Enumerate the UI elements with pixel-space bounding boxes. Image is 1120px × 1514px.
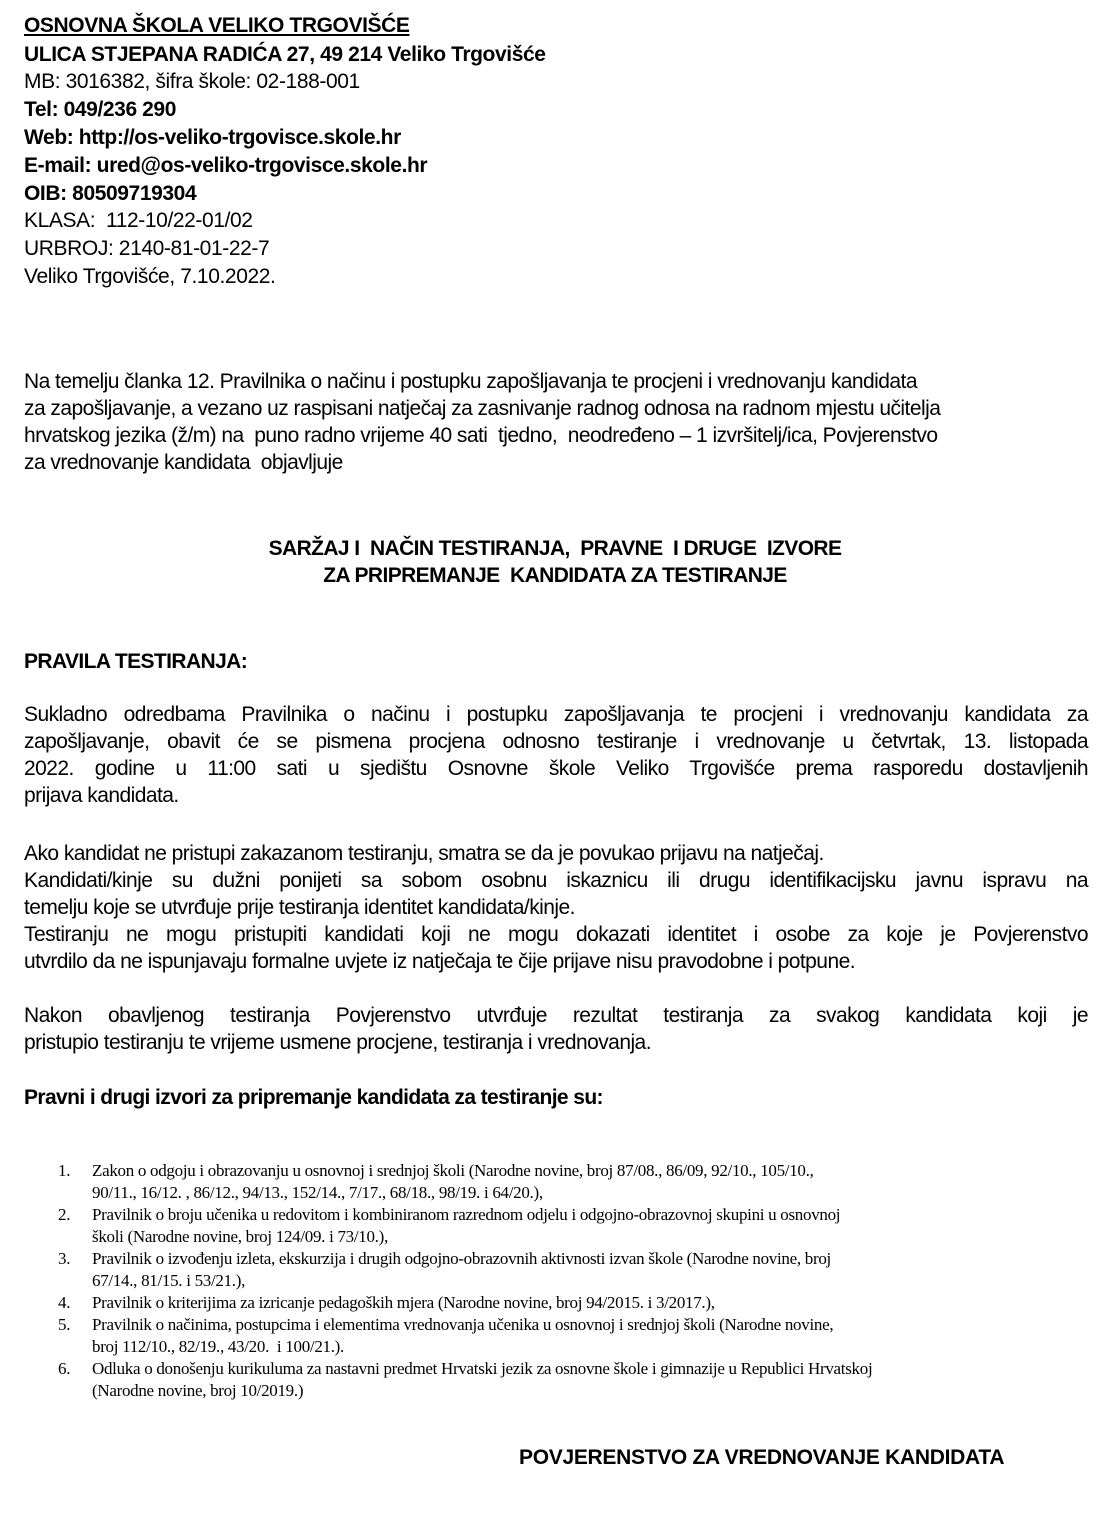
intro-line: za vrednovanje kandidata objavljuje: [24, 451, 343, 474]
list-item-text: Pravilnik o broju učenika u redovitom i kombiniranom razrednom odjelu i odgojno-obrazovnoj skupini u osnovnoj: [92, 1205, 841, 1224]
list-item: [58, 1204, 1018, 1248]
rules-heading: PRAVILA TESTIRANJA:: [24, 650, 248, 673]
paragraph-line: Testiranju ne mogu pristupiti kandidati koji ne mogu dokazati identitet i osobe za koje je Povjerenstvo: [24, 923, 1088, 946]
list-item: [58, 1160, 1018, 1204]
list-item-text: Zakon o odgoju i obrazovanju u osnovnoj i srednjoj školi (Narodne novine, broj 87/08., 86/09, 92/10., 105/10.,: [92, 1161, 814, 1180]
list-item-number: 6.: [58, 1359, 71, 1378]
list-item: [58, 1358, 1018, 1402]
list-item-number: 4.: [58, 1293, 71, 1312]
list-item-number: 3.: [58, 1249, 71, 1268]
list-item-number: 5.: [58, 1315, 71, 1334]
school-name: OSNOVNA ŠKOLA VELIKO TRGOVIŠĆE: [24, 14, 410, 37]
document-title-line-1: SARŽAJ I NAČIN TESTIRANJA, PRAVNE I DRUGE IZVORE: [268, 537, 842, 560]
place-date: Veliko Trgovišće, 7.10.2022.: [24, 265, 276, 288]
list-item-text: Odluka o donošenju kurikuluma za nastavni predmet Hrvatski jezik za osnovne škole i gimnazije u Republici Hrvatskoj: [92, 1359, 873, 1378]
website: Web: http://os-veliko-trgovisce.skole.hr: [24, 126, 401, 149]
list-item-number: 1.: [58, 1161, 71, 1180]
email: E-mail: ured@os-veliko-trgovisce.skole.hr: [24, 154, 428, 177]
rules-paragraph-3: [24, 1002, 1088, 1056]
klasa: KLASA: 112-10/22-01/02: [24, 209, 253, 232]
rules-paragraph-1: [24, 701, 1088, 809]
committee-signature: POVJERENSTVO ZA VREDNOVANJE KANDIDATA: [519, 1446, 1005, 1469]
intro-line: Na temelju članka 12. Pravilnika o načinu i postupku zapošljavanja te procjeni i vrednovanju kandidata: [24, 370, 917, 393]
list-item-text: školi (Narodne novine, broj 124/09. i 73/10.),: [92, 1227, 388, 1246]
mb-line: MB: 3016382, šifra škole: 02-188-001: [24, 70, 360, 93]
rules-paragraph-2: [24, 840, 1088, 975]
paragraph-line: 2022. godine u 11:00 sati u sjedištu Osnovne škole Veliko Trgovišće prema rasporedu dostavljenih: [24, 757, 1088, 780]
intro-line: za zapošljavanje, a vezano uz raspisani natječaj za zasnivanje radnog odnosa na radnom mjestu učitelja: [24, 397, 941, 420]
list-item: [58, 1314, 1018, 1358]
intro-paragraph: [24, 368, 1088, 476]
document-title-line-2: ZA PRIPREMANJE KANDIDATA ZA TESTIRANJE: [323, 564, 787, 587]
paragraph-line: pristupio testiranju te vrijeme usmene procjene, testiranja i vrednovanja.: [24, 1031, 651, 1054]
list-item-text: 67/14., 81/15. i 53/21.),: [92, 1271, 246, 1290]
list-item-text: broj 112/10., 82/19., 43/20. i 100/21.).: [92, 1337, 344, 1356]
paragraph-line: Ako kandidat ne pristupi zakazanom testiranju, smatra se da je povukao prijavu na natječaj.: [24, 842, 824, 865]
paragraph-line: temelju koje se utvrđuje prije testiranja identitet kandidata/kinje.: [24, 896, 575, 919]
list-item-text: Pravilnik o kriterijima za izricanje pedagoških mjera (Narodne novine, broj 94/2015. i 3/2017.),: [92, 1293, 715, 1312]
paragraph-line: prijava kandidata.: [24, 784, 179, 807]
oib: OIB: 80509719304: [24, 182, 197, 205]
list-item-text: Pravilnik o izvođenju izleta, ekskurzija i drugih odgojno-obrazovnih aktivnosti izvan škole (Narodne novine, broj: [92, 1249, 831, 1268]
paragraph-line: Kandidati/kinje su dužni ponijeti sa sobom osobnu iskaznicu ili drugu identifikacijsku javnu ispravu na: [24, 869, 1088, 892]
list-item-text: (Narodne novine, broj 10/2019.): [92, 1381, 304, 1400]
paragraph-line: Nakon obavljenog testiranja Povjerenstvo utvrđuje rezultat testiranja za svakog kandidata koji je: [24, 1004, 1088, 1027]
school-address: ULICA STJEPANA RADIĆA 27, 49 214 Veliko Trgovišće: [24, 43, 546, 66]
urbroj: URBROJ: 2140-81-01-22-7: [24, 237, 270, 260]
list-item-text: Pravilnik o načinima, postupcima i elementima vrednovanja učenika u osnovnoj i srednjoj školi (Narodne novine,: [92, 1315, 834, 1334]
sources-list: [58, 1160, 1018, 1402]
telephone: Tel: 049/236 290: [24, 98, 176, 121]
list-item-number: 2.: [58, 1205, 71, 1224]
list-item-text: 90/11., 16/12. , 86/12., 94/13., 152/14., 7/17., 68/18., 98/19. i 64/20.),: [92, 1183, 543, 1202]
paragraph-line: Sukladno odredbama Pravilnika o načinu i postupku zapošljavanja te procjeni i vrednovanju kandidata za: [24, 703, 1088, 726]
sources-heading: Pravni i drugi izvori za pripremanje kandidata za testiranje su:: [24, 1086, 603, 1109]
paragraph-line: utvrdilo da ne ispunjavaju formalne uvjete iz natječaja te čije prijave nisu pravodobne i potpune.: [24, 950, 855, 973]
intro-line: hrvatskog jezika (ž/m) na puno radno vrijeme 40 sati tjedno, neodređeno – 1 izvršitelj/ica, Povjerenstvo: [24, 424, 938, 447]
list-item: [58, 1292, 1018, 1314]
paragraph-line: zapošljavanje, obavit će se pismena procjena odnosno testiranje i vrednovanje u četvrtak, 13. listopada: [24, 730, 1088, 753]
list-item: [58, 1248, 1018, 1292]
